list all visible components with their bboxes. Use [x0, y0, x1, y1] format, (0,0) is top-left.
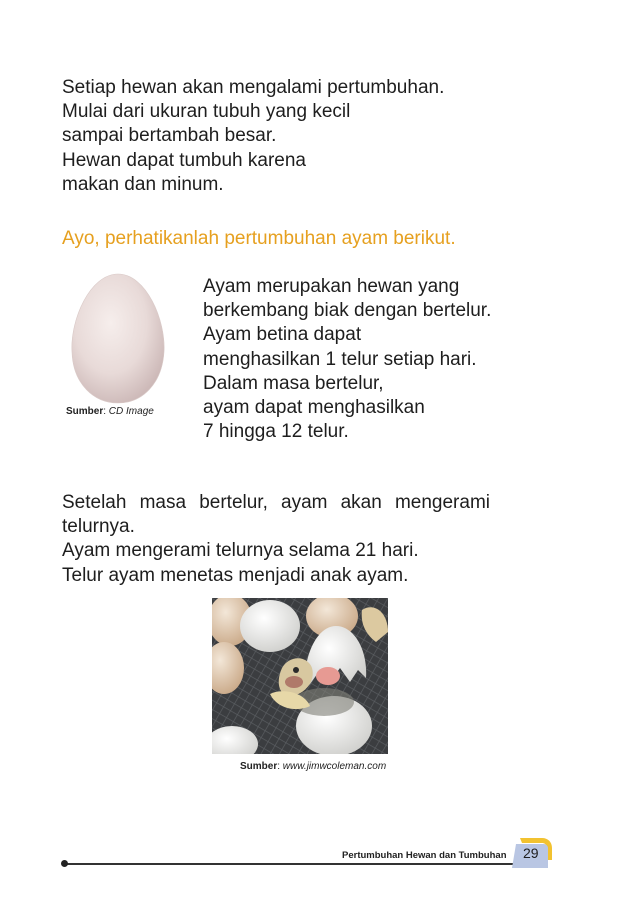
word: mengerami — [394, 492, 490, 513]
text-line: Telur ayam menetas menjadi anak ayam. — [62, 564, 409, 586]
justified-line — [62, 491, 490, 515]
footer-bullet — [61, 860, 68, 867]
chicken-description — [203, 275, 491, 444]
egg-caption — [66, 406, 154, 417]
page-number: 29 — [523, 845, 539, 861]
word: bertelur, — [199, 492, 268, 513]
footer-chapter-title: Pertumbuhan Hewan dan Tumbuhan — [342, 850, 507, 861]
egg-image — [68, 272, 168, 406]
text-line: 7 hingga 12 telur. — [203, 421, 349, 443]
footer-rule — [64, 863, 514, 865]
text-line: sampai bertambah besar. — [62, 125, 277, 147]
text-line: berkembang biak dengan bertelur. — [203, 300, 492, 322]
caption-source: CD Image — [108, 406, 154, 417]
text-line: Ayam mengerami telurnya selama 21 hari. — [62, 540, 419, 562]
text-line: makan dan minum. — [62, 173, 224, 195]
word: akan — [340, 492, 382, 513]
caption-label: Sumber — [66, 406, 104, 417]
text-line: telurnya. — [62, 516, 135, 538]
instruction-heading: Ayo, perhatikanlah pertumbuhan ayam berikut. — [62, 228, 456, 249]
word: Setelah — [62, 492, 127, 513]
text-line: ayam dapat menghasilkan — [203, 397, 425, 419]
egg-figure — [62, 270, 180, 425]
intro-paragraph — [62, 76, 444, 197]
text-line: menghasilkan 1 telur setiap hari. — [203, 348, 477, 370]
chick-caption — [240, 761, 386, 772]
incubation-paragraph — [62, 491, 490, 588]
text-line: Ayam betina dapat — [203, 324, 362, 346]
text-line: Mulai dari ukuran tubuh yang kecil — [62, 101, 351, 123]
text-line: Setiap hewan akan mengalami pertumbuhan. — [62, 77, 445, 98]
caption-separator: : — [103, 406, 109, 417]
hatching-chick-photo — [212, 598, 388, 754]
caption-source: www.jimwcoleman.com — [282, 761, 387, 772]
text-line: Ayam merupakan hewan yang — [203, 276, 460, 297]
text-line: Hewan dapat tumbuh karena — [62, 149, 306, 171]
caption-separator: : — [277, 761, 283, 772]
word: masa — [139, 492, 187, 513]
text-line: Dalam masa bertelur, — [203, 372, 384, 394]
word: ayam — [281, 492, 328, 513]
caption-label: Sumber — [240, 761, 278, 772]
